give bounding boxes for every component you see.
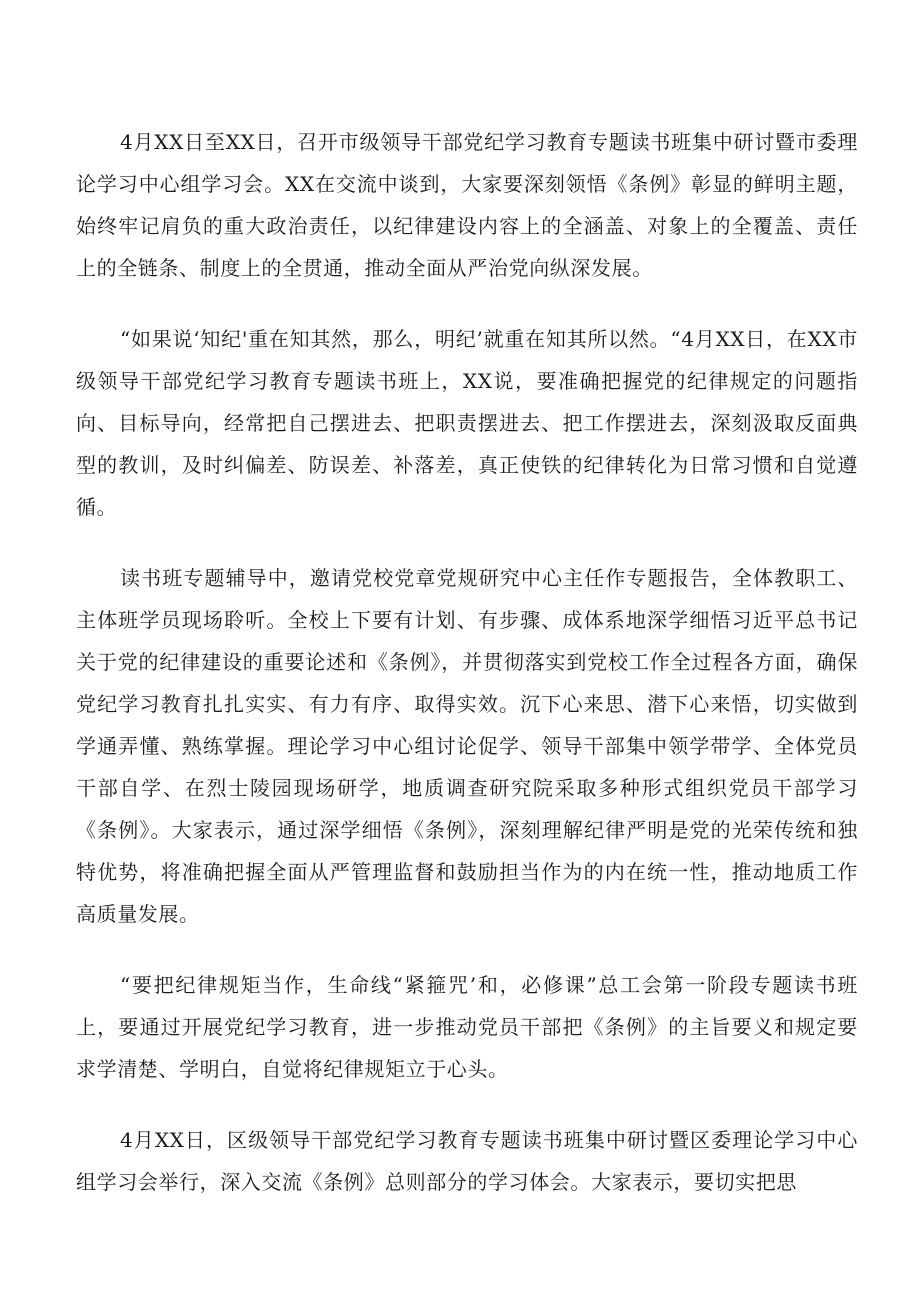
paragraph-5: 4月XX日，区级领导干部党纪学习教育专题读书班集中研讨暨区委理论学习中心组学习会举行，深入交流《条例》总则部分的学习体会。大家表示，要切实把思 [76,1128,858,1194]
paragraph-1: 4月XX日至XX日，召开市级领导干部党纪学习教育专题读书班集中研讨暨市委理论学习中心组学习会。XX在交流中谈到，大家要深刻领悟《条例》彰显的鲜明主题，始终牢记肩负的重大政治责任，以纪律建设内容上的全涵盖、对象上的全覆盖、责任上的全链条、制度上的全贯通，推动全面从严治党向纵深发展。 [76,130,858,280]
paragraph-3: 读书班专题辅导中，邀请党校党章党规研究中心主任作专题报告，全体教职工、主体班学员现场聆听。全校上下要有计划、有步骤、成体系地深学细悟习近平总书记关于党的纪律建设的重要论述和《条例》，并贯彻落实到党校工作全过程各方面，确保党纪学习教育扎扎实实、有力有序、取得实效。沉下心来思、潜下心来悟，切实做到学通弄懂、熟练掌握。理论学习中心组讨论促学、领导干部集中领学带学、全体党员干部自学、在烈士陵园现场研学，地质调查研究院采取多种形式组织党员干部学习《条例》。大家表示，通过深学细悟《条例》，深刻理解纪律严明是党的光荣传统和独特优势，将准确把握全面从严管理监督和鼓励担当作为的内在统一性，推动地质工作高质量发展。 [76,566,858,926]
document-body [76,121,858,1232]
paragraph-4: “要把纪律规矩当作，生命线“紧箍咒’和，必修课”总工会第一阶段专题读书班上，要通过开展党纪学习教育，进一步推动党员干部把《条例》的主旨要义和规定要求学清楚、学明白，自觉将纪律规矩立于心头。 [76,973,858,1081]
paragraph-2: “如果说‘知纪'重在知其然，那么，明纪’就重在知其所以然。“4月XX日，在XX市级领导干部党纪学习教育专题读书班上，XX说，要准确把握党的纪律规定的问题指向、目标导向，经常把自己摆进去、把职责摆进去、把工作摆进去，深刻汲取反面典型的教训，及时纠偏差、防误差、补落差，真正使铁的纪律转化为日常习惯和自觉遵循。 [76,327,858,519]
